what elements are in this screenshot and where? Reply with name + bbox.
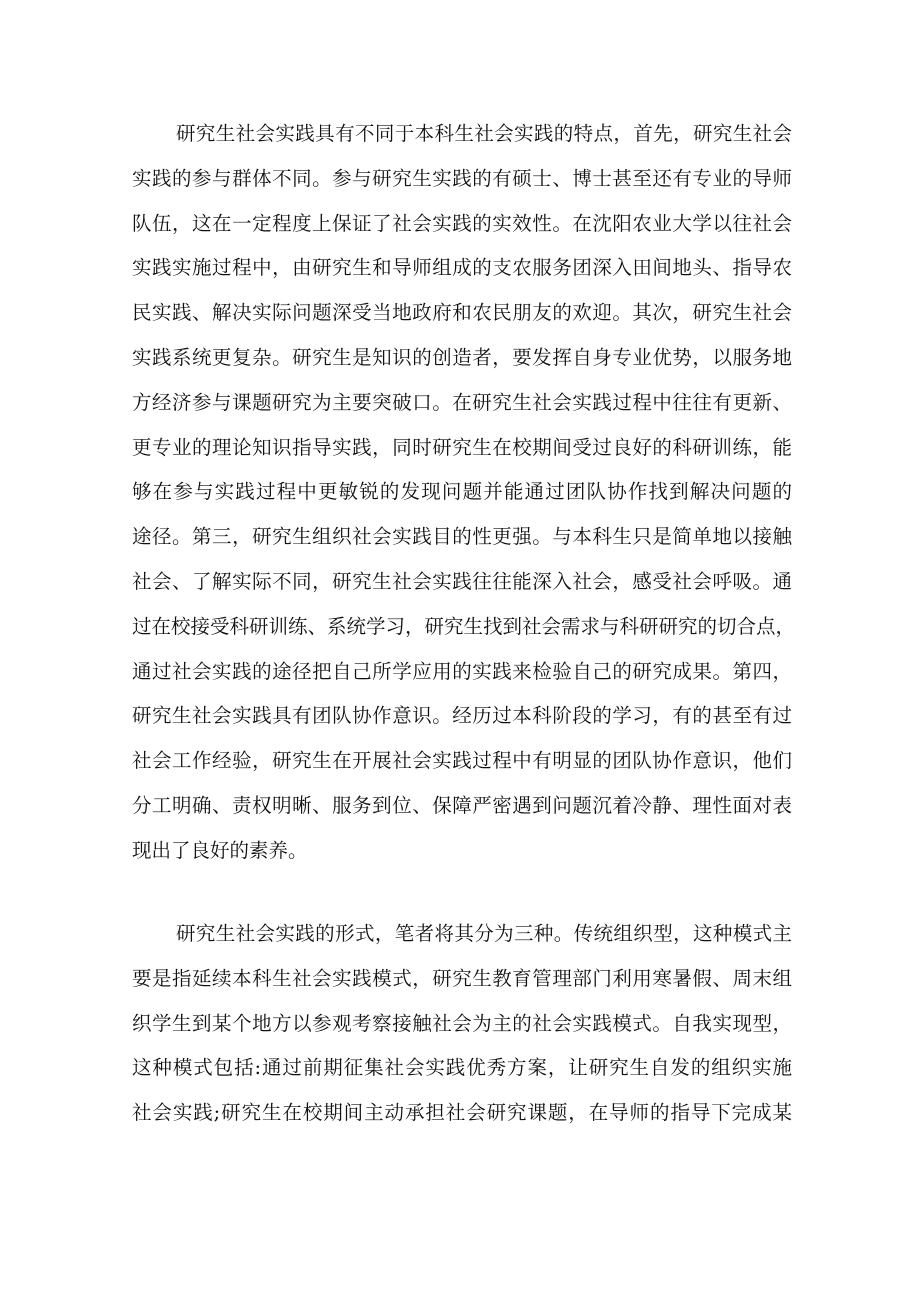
text-line: 实践实施过程中，由研究生和导师组成的支农服务团深入田间地头、指导农 — [132, 256, 792, 280]
text-line: 够在参与实践过程中更敏锐的发现问题并能通过团队协作找到解决问题的 — [132, 480, 792, 504]
text-line: 民实践、解决实际问题深受当地政府和农民朋友的欢迎。其次，研究生社会 — [132, 301, 792, 325]
text-line: 社会工作经验，研究生在开展社会实践过程中有明显的团队协作意识，他们 — [132, 749, 792, 773]
text-line: 途径。第三，研究生组织社会实践目的性更强。与本科生只是简单地以接触 — [132, 525, 792, 549]
text-line: 方经济参与课题研究为主要突破口。在研究生社会实践过程中往往有更新、 — [132, 390, 792, 414]
text-line: 社会、了解实际不同，研究生社会实践往往能深入社会，感受社会呼吸。通 — [132, 569, 792, 593]
text-line: 研究生社会实践具有不同于本科生社会实践的特点，首先，研究生社会 — [176, 122, 792, 145]
paragraph-1 — [132, 112, 796, 874]
text-line: 分工明确、责权明晰、服务到位、保障严密遇到问题沉着冷静、理性面对表 — [132, 793, 792, 817]
text-line: 这种模式包括:通过前期征集社会实践优秀方案，让研究生自发的组织实施 — [132, 1056, 792, 1080]
text-line: 织学生到某个地方以参观考察接触社会为主的社会实践模式。自我实现型， — [132, 1011, 792, 1035]
text-line: 过在校接受科研训练、系统学习，研究生找到社会需求与科研研究的切合点， — [132, 614, 796, 638]
text-line: 通过社会实践的途径把自己所学应用的实践来检验自己的研究成果。第四， — [132, 659, 792, 683]
text-line: 现出了良好的素养。 — [132, 838, 308, 862]
text-line: 实践系统更复杂。研究生是知识的创造者，要发挥自身专业优势，以服务地 — [132, 345, 792, 369]
text-line: 实践的参与群体不同。参与研究生实践的有硕士、博士甚至还有专业的导师 — [132, 166, 792, 190]
text-line: 研究生社会实践具有团队协作意识。经历过本科阶段的学习，有的甚至有过 — [132, 704, 792, 728]
paragraph-2 — [132, 912, 792, 1136]
text-line: 要是指延续本科生社会实践模式，研究生教育管理部门利用寒暑假、周末组 — [132, 966, 792, 990]
text-line: 研究生社会实践的形式，笔者将其分为三种。传统组织型，这种模式主 — [176, 922, 792, 945]
text-line: 更专业的理论知识指导实践，同时研究生在校期间受过良好的科研训练，能 — [132, 435, 792, 459]
text-line: 社会实践;研究生在校期间主动承担社会研究课题，在导师的指导下完成某 — [132, 1101, 792, 1125]
text-line: 队伍，这在一定程度上保证了社会实践的实效性。在沈阳农业大学以往社会 — [132, 211, 792, 235]
